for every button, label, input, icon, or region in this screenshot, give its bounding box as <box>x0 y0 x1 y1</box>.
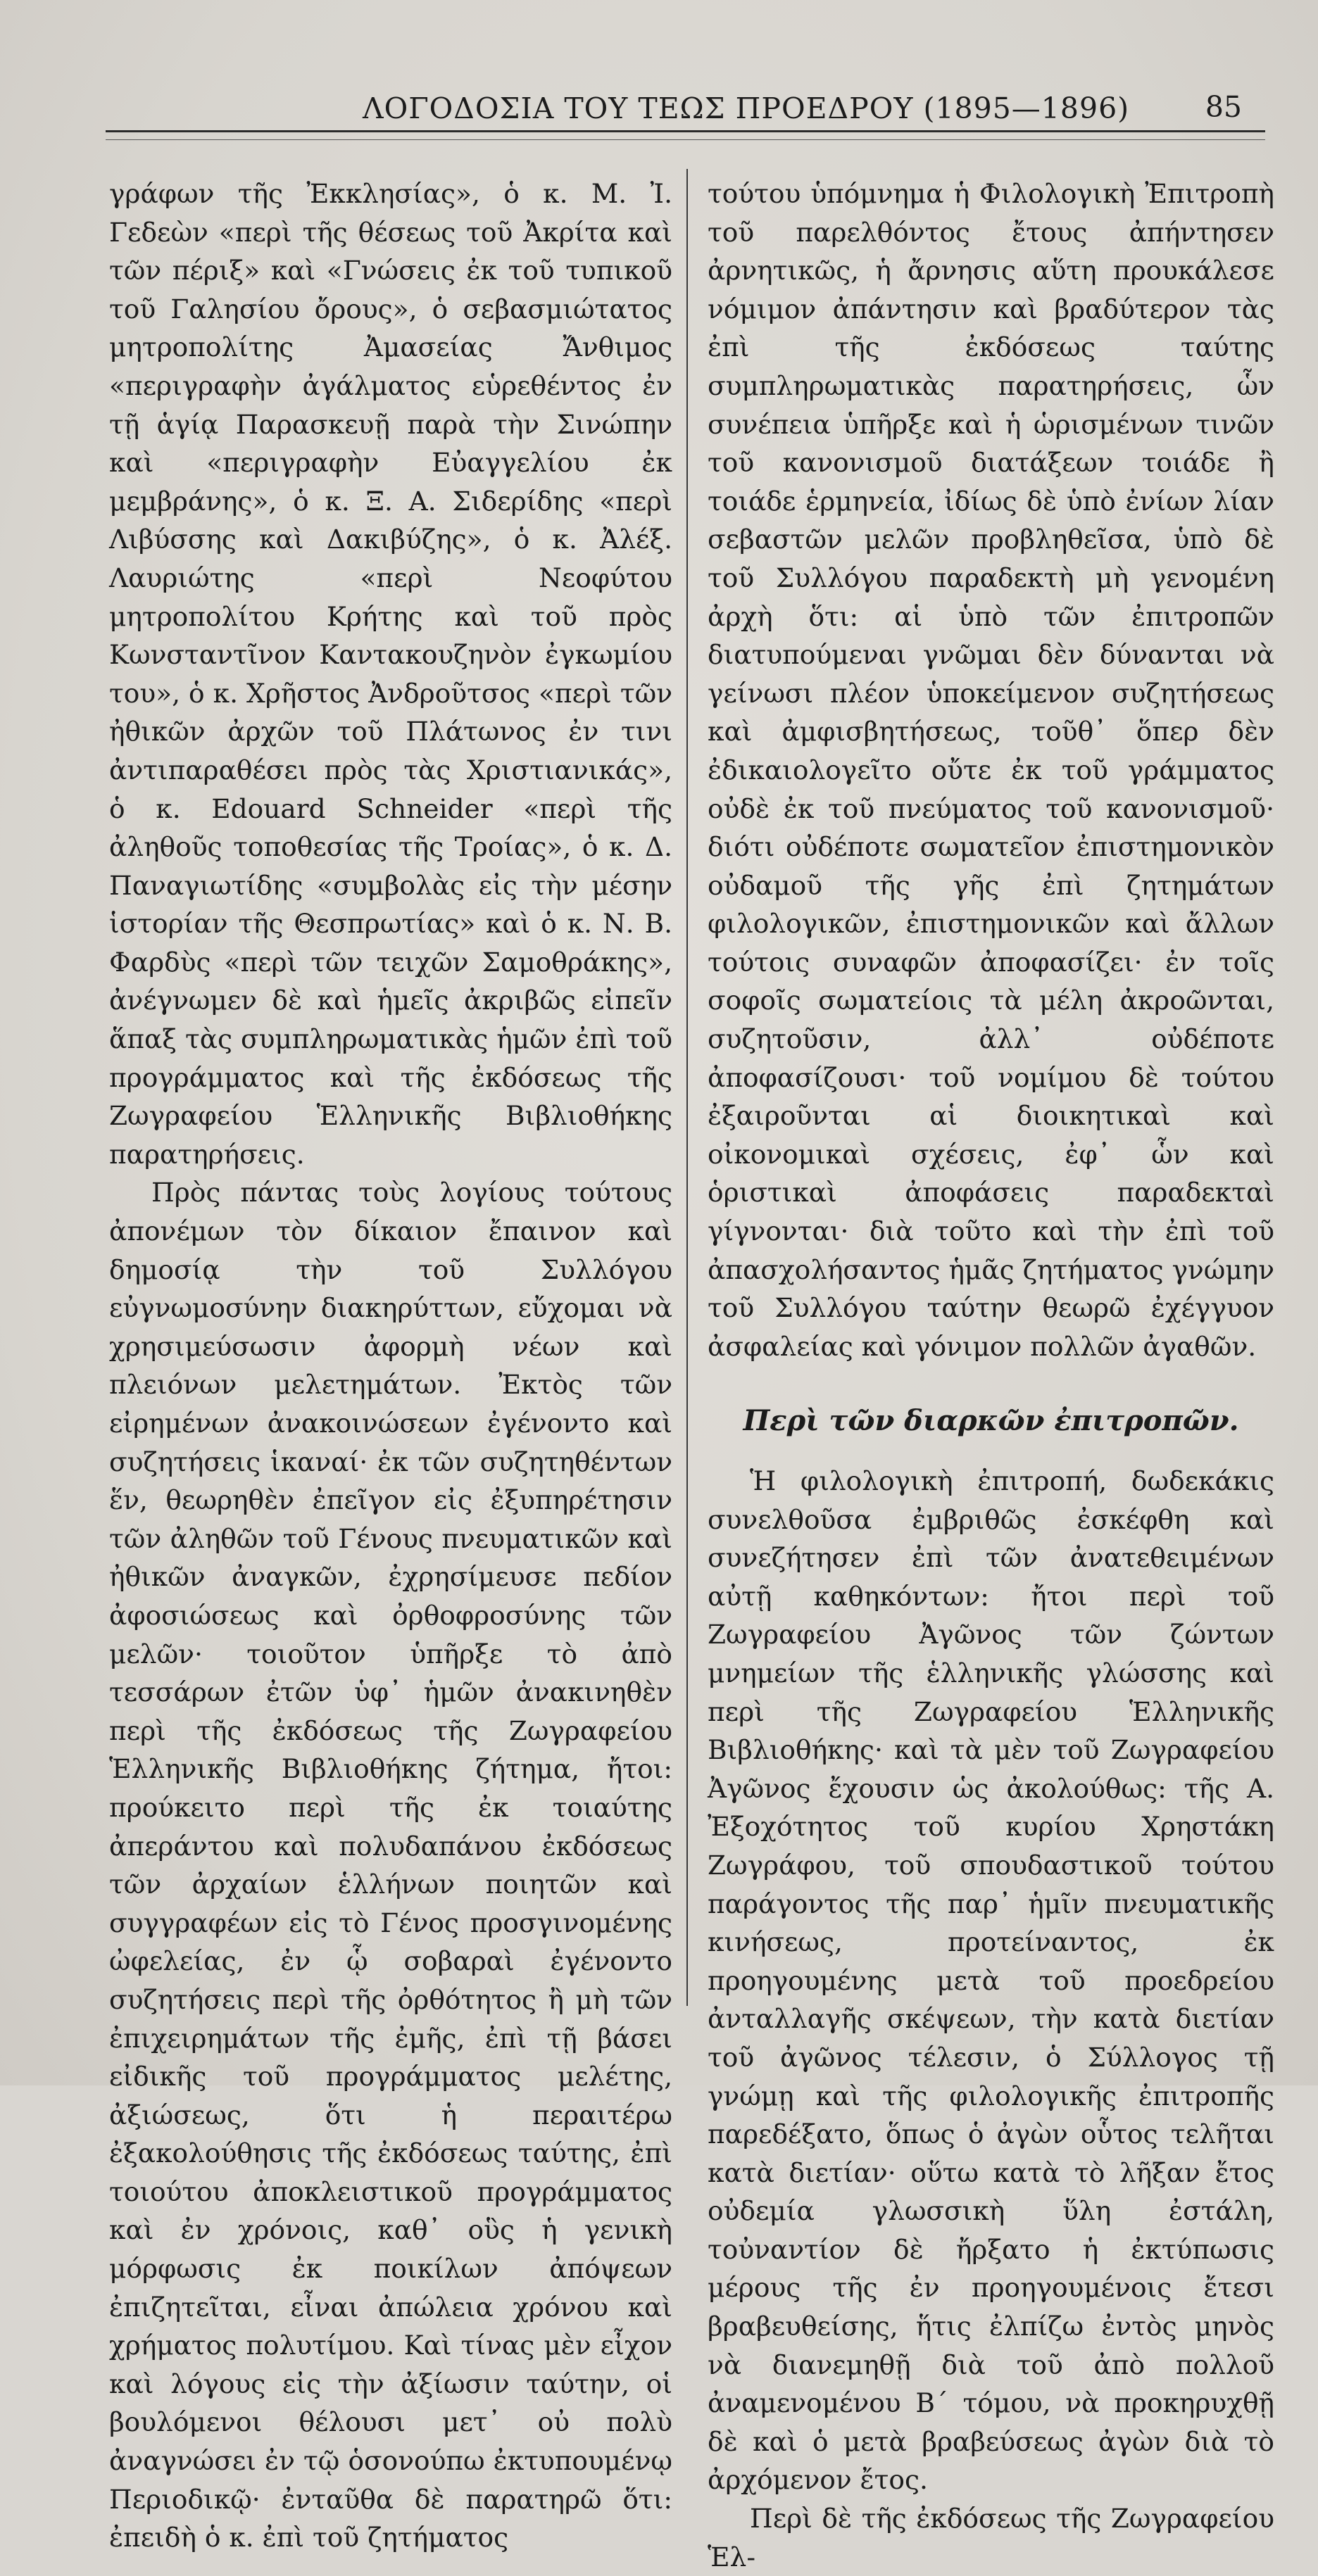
right-paragraph-2: Ἡ φιλολογικὴ ἐπιτροπή, δωδεκάκις συνελθοῦσα ἐμβριθῶς ἐσκέφθη καὶ συνεζήτησεν ἐπὶ τῶν ἀνατεθειμένων αὐτῇ καθηκόντων: ἤτοι περὶ τοῦ Ζωγραφείου Ἀγῶνος τῶν ζώντων μνημείων τῆς ἑλληνικῆς γλώσσης καὶ περὶ τῆς Ζωγραφείου Ἑλληνικῆς Βιβλιοθήκης· καὶ τὰ μὲν τοῦ Ζωγραφείου Ἀγῶνος ἔχουσιν ὡς ἀκολούθως: τῆς Α. Ἐξοχότητος τοῦ κυρίου Χρηστάκη Ζωγράφου, τοῦ σπουδαστικοῦ τούτου παράγοντος τῆς παρ᾿ ἡμῖν πνευματικῆς κινήσεως, προτείναντος, ἐκ προηγουμένης μετὰ τοῦ προεδρείου ἀνταλλαγῆς σκέψεων, τὴν κατὰ διετίαν τοῦ ἀγῶνος τέλεσιν, ὁ Σύλλογος τῇ γνώμῃ καὶ τῆς φιλολογικῆς ἐπιτροπῆς παρεδέξατο, ὅπως ὁ ἀγὼν οὗτος τελῆται κατὰ διετίαν· οὕτω κατὰ τὸ λῆξαν ἔτος οὐδεμία γλωσσικὴ ὕλη ἐστάλη, τοὐναντίον δὲ ἤρξατο ἡ ἐκτύπωσις μέρους τῆς ἐν προηγουμένοις ἔτεσι βραβευθείσης, ἥτις ἐλπίζω ἐντὸς μηνὸς νὰ διανεμηθῇ διὰ τοῦ ἀπὸ πολλοῦ ἀναμενομένου Β´ τόμου, νὰ προκηρυχθῇ δὲ καὶ ὁ μετὰ βραβεύσεως ἀγὼν διὰ τὸ ἀρχόμενον ἔτος. <box>708 1465 1274 2496</box>
left-paragraph-2: Πρὸς πάντας τοὺς λογίους τούτους ἀπονέμων τὸν δίκαιον ἔπαινον καὶ δημοσίᾳ τὴν τοῦ Συλλόγου εὐγνωμοσύνην διακηρύττων, εὔχομαι νὰ χρησιμεύσωσιν ἀφορμὴ νέων καὶ πλειόνων μελετημάτων. Ἐκτὸς τῶν εἰρημένων ἀνακοινώσεων ἐγένοντο καὶ συζητήσεις ἱκαναί· ἐκ τῶν συζητηθέντων ἕν, θεωρηθὲν ἐπεῖγον εἰς ἐξυπηρέτησιν τῶν ἀληθῶν τοῦ Γένους πνευματικῶν καὶ ἠθικῶν ἀναγκῶν, ἐχρησίμευσε πεδίον ἀφοσιώσεως καὶ ὀρθοφροσύνης τῶν μελῶν· τοιοῦτον ὑπῆρξε τὸ ἀπὸ τεσσάρων ἐτῶν ὑφ᾿ ἡμῶν ἀνακινηθὲν περὶ τῆς ἐκδόσεως τῆς Ζωγραφείου Ἑλληνικῆς Βιβλιοθήκης ζήτημα, ἤτοι: προύκειτο περὶ τῆς ἐκ τοιαύτης ἀπεράντου καὶ πολυδαπάνου ἐκδόσεως τῶν ἀρχαίων ἑλλήνων ποιητῶν καὶ συγγραφέων εἰς τὸ Γένος προσγινομένης ὠφελείας, ἐν ᾧ σοβαραὶ ἐγένοντο συζητήσεις περὶ τῆς ὀρθότητος ἢ μὴ τῶν ἐπιχειρημάτων τῆς ἐμῆς, ἐπὶ τῇ βάσει εἰδικῆς τοῦ προγράμματος μελέτης, ἀξιώσεως, ὅτι ἡ περαιτέρω ἐξακολούθησις τῆς ἐκδόσεως ταύτης, ἐπὶ τοιούτου ἀποκλειστικοῦ προγράμματος καὶ ἐν χρόνοις, καθ᾿ οὓς ἡ γενικὴ μόρφωσις ἐκ ποικίλων ἀπόψεων ἐπιζητεῖται, εἶναι ἀπώλεια χρόνου καὶ χρήματος πολυτίμου. Καὶ τίνας μὲν εἶχον καὶ λόγους εἰς τὴν ἀξίωσιν ταύτην, οἱ βουλόμενοι θέλουσι μετ᾿ οὐ πολὺ ἀναγνώσει ἐν τῷ ὁσονούπω ἐκτυπουμένῳ Περιοδικῷ· ἐνταῦθα δὲ παρατηρῶ ὅτι: ἐπειδὴ ὁ κ. ἐπὶ τοῦ ζητήματος <box>109 1177 672 2553</box>
right-column <box>708 175 1274 2576</box>
header-rule-thin <box>106 139 1265 140</box>
right-paragraph-1: τούτου ὑπόμνημα ἡ Φιλολογικὴ Ἐπιτροπὴ τοῦ παρελθόντος ἔτους ἀπήντησεν ἀρνητικῶς, ἡ ἄρνησις αὕτη προυκάλεσε νόμιμον ἀπάντησιν καὶ βραδύτερον τὰς ἐπὶ τῆς ἐκδόσεως ταύτης συμπληρωματικὰς παρατηρήσεις, ὧν συνέπεια ὑπῆρξε καὶ ἡ ὡρισμένων τινῶν τοῦ κανονισμοῦ διατάξεων τοιάδε ἢ τοιάδε ἑρμηνεία, ἰδίως δὲ ὑπὸ ἐνίων λίαν σεβαστῶν μελῶν προβληθεῖσα, ὑπὸ δὲ τοῦ Συλλόγου παραδεκτὴ μὴ γενομένη ἀρχὴ ὅτι: αἱ ὑπὸ τῶν ἐπιτροπῶν διατυπούμεναι γνῶμαι δὲν δύνανται νὰ γείνωσι πλέον ὑποκείμενον συζητήσεως καὶ ἀμφισβητήσεως, τοῦθ᾿ ὅπερ δὲν ἐδικαιολογεῖτο οὔτε ἐκ τοῦ γράμματος οὐδὲ ἐκ τοῦ πνεύματος τοῦ κανονισμοῦ· διότι οὐδέποτε σωματεῖον ἐπιστημονικὸν οὐδαμοῦ τῆς γῆς ἐπὶ ζητημάτων φιλολογικῶν, ἐπιστημονικῶν καὶ ἄλλων τούτοις συναφῶν ἀποφασίζει· ἐν τοῖς σοφοῖς σωματείοις τὰ μέλη ἀκροῶνται, συζητοῦσιν, ἀλλ᾿ οὐδέποτε ἀποφασίζουσι· τοῦ νομίμου δὲ τούτου ἐξαιροῦνται αἱ διοικητικαὶ καὶ οἰκονομικαὶ σχέσεις, ἐφ᾿ ὧν καὶ ὁριστικαὶ ἀποφάσεις παραδεκταὶ γίγνονται· διὰ τοῦτο καὶ τὴν ἐπὶ τοῦ ἀπασχολήσαντος ἡμᾶς ζητήματος γνώμην τοῦ Συλλόγου ταύτην θεωρῶ ἐχέγγυον ἀσφαλείας καὶ γόνιμον πολλῶν ἀγαθῶν. <box>708 178 1274 1362</box>
right-paragraph-3: Περὶ δὲ τῆς ἐκδόσεως τῆς Ζωγραφείου Ἑλ- <box>708 2503 1274 2572</box>
left-paragraph-1: γράφων τῆς Ἐκκλησίας», ὁ κ. Μ. Ἰ. Γεδεὼν «περὶ τῆς θέσεως τοῦ Ἀκρίτα καὶ τῶν πέριξ» καὶ «Γνώσεις ἐκ τοῦ τυπικοῦ τοῦ Γαλησίου ὄρους», ὁ σεβασμιώτατος μητροπολίτης Ἀμασείας Ἄνθιμος «περιγραφὴν ἀγάλματος εὑρεθέντος ἐν τῇ ἁγίᾳ Παρασκευῇ παρὰ τὴν Σινώπην καὶ «περιγραφὴν Εὐαγγελίου ἐκ μεμβράνης», ὁ κ. Ξ. Α. Σιδερίδης «περὶ Λιβύσσης καὶ Δακιβύζης», ὁ κ. Ἀλέξ. Λαυριώτης «περὶ Νεοφύτου μητροπολίτου Κρήτης καὶ τοῦ πρὸς Κωνσταντῖνον Καντακουζηνὸν ἐγκωμίου του», ὁ κ. Χρῆστος Ἀνδροῦτσος «περὶ τῶν ἠθικῶν ἀρχῶν τοῦ Πλάτωνος ἐν τινι ἀντιπαραθέσει πρὸς τὰς Χριστιανικάς», ὁ κ. Edouard Schneider «περὶ τῆς ἀληθοῦς τοποθεσίας τῆς Τροίας», ὁ κ. Δ. Παναγιωτίδης «συμβολὰς εἰς τὴν μέσην ἱστορίαν τῆς Θεσπρωτίας» καὶ ὁ κ. Ν. Β. Φαρδὺς «περὶ τῶν τειχῶν Σαμοθράκης», ἀνέγνωμεν δὲ καὶ ἡμεῖς ἀκριβῶς εἰπεῖν ἅπαξ τὰς συμπληρωματικὰς ἡμῶν ἐπὶ τοῦ προγράμματος καὶ τῆς ἐκδόσεως τῆς Ζωγραφείου Ἑλληνικῆς Βιβλιοθήκης παρατηρήσεις. <box>109 178 672 1170</box>
header-rule-thick <box>106 130 1265 132</box>
page-number: 85 <box>1205 90 1242 124</box>
running-title: ΛΟΓΟΔΟΣΙΑ ΤΟΥ ΤΕΩΣ ΠΡΟΕΔΡΟΥ (1895—1896) <box>363 91 1130 125</box>
left-column <box>109 175 672 2557</box>
column-divider <box>686 169 688 2006</box>
section-heading: Περὶ τῶν διαρκῶν ἐπιτροπῶν. <box>743 1404 1239 1438</box>
